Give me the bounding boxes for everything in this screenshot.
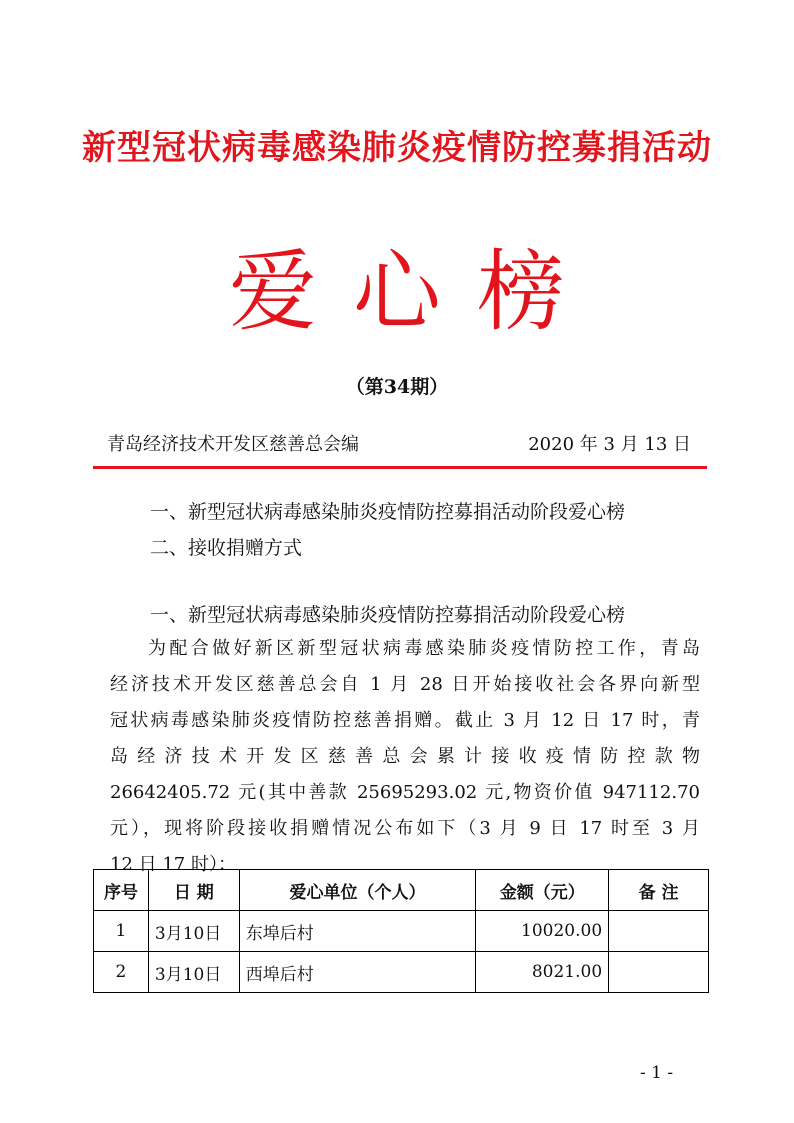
paragraph-line: 岛 经 济 技 术 开 发 区 慈 善 总 会 累 计 接 收 疫 情 防 控 款 物 [110,746,700,767]
table-row [94,952,709,993]
page-number: - 1 - [640,1063,674,1083]
cell-amount: 10020.00 [476,911,609,952]
paragraph-line: 经济技术开发区慈善总会自 1 月 28 日开始接收社会各界向新型 [110,674,700,695]
cell-donor: 东埠后村 [239,911,476,952]
issue-number: （第34期） [345,376,449,398]
cell-seq: 1 [94,911,149,952]
paragraph-line: 元），现将阶段接收捐赠情况公布如下（3 月 9 日 17 时至 3 月 [110,818,700,839]
publish-date: 2020 年 3 月 13 日 [528,434,691,455]
donation-table [93,869,709,993]
column-header-donor: 爱心单位（个人） [239,870,476,911]
table-row [94,911,709,952]
paragraph-line: 12 日 17 时）： [110,854,236,875]
table-header-row [94,870,709,911]
big-title: 爱心榜 [228,240,601,343]
section-paragraph [110,631,700,883]
publisher: 青岛经济技术开发区慈善总会编 [107,434,359,455]
toc-item-1: 一、新型冠状病毒感染肺炎疫情防控募捐活动阶段爱心榜 [150,501,626,523]
cell-note [609,911,709,952]
cell-date: 3月10日 [148,911,239,952]
cell-seq: 2 [94,952,149,993]
paragraph-line: 为配合做好新区新型冠状病毒感染肺炎疫情防控工作，青岛 [148,638,700,659]
column-header-note: 备 注 [609,870,709,911]
cell-donor: 西埠后村 [239,952,476,993]
cell-amount: 8021.00 [476,952,609,993]
toc-item-2: 二、接收捐赠方式 [150,537,303,559]
column-header-amount: 金额（元） [476,870,609,911]
paragraph-line: 26642405.72 元(其中善款 25695293.02 元,物资价值 947112.70 [110,782,700,803]
cell-note [609,952,709,993]
document-header-title: 新型冠状病毒感染肺炎疫情防控募捐活动 [82,128,712,168]
section-heading: 一、新型冠状病毒感染肺炎疫情防控募捐活动阶段爱心榜 [150,604,626,626]
column-header-date: 日 期 [148,870,239,911]
paragraph-line: 冠状病毒感染肺炎疫情防控慈善捐赠。截止 3 月 12 日 17 时，青 [110,710,700,731]
meta-row [107,430,691,456]
cell-date: 3月10日 [148,952,239,993]
column-header-seq: 序号 [94,870,149,911]
red-divider [93,466,707,469]
